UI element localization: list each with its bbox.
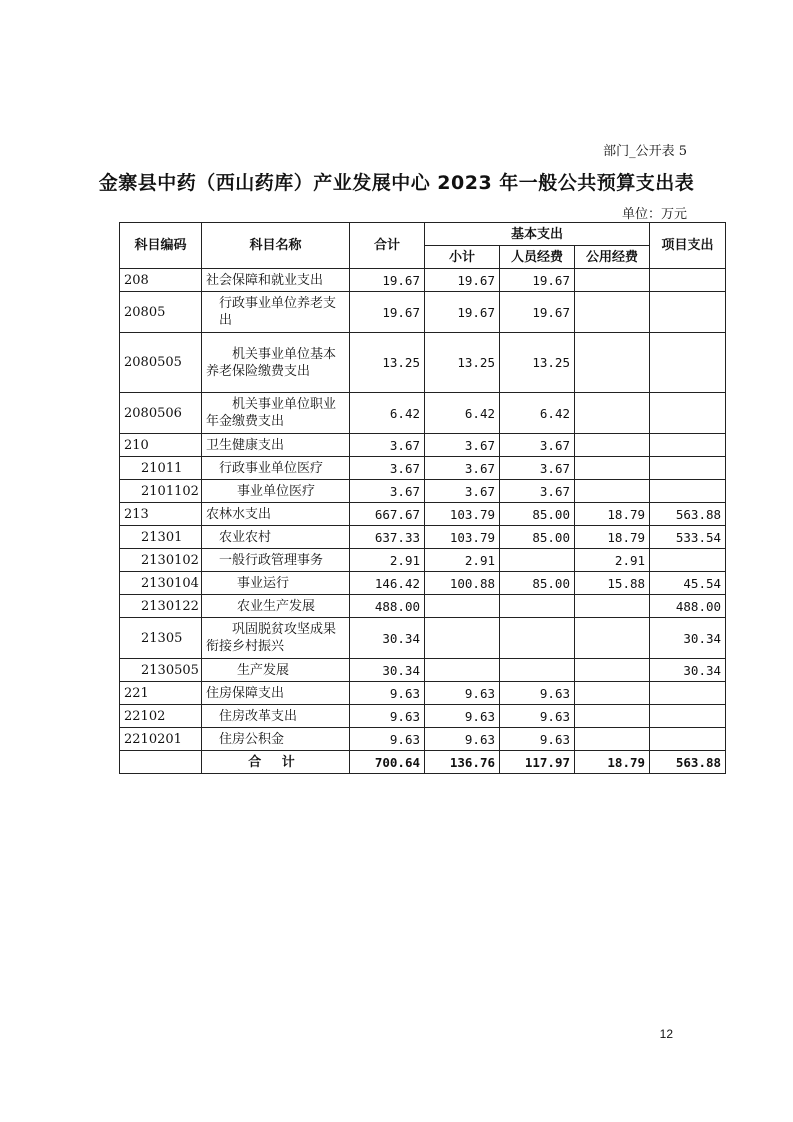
cell-subtotal <box>425 618 500 659</box>
cell-name: 农林水支出 <box>202 503 350 526</box>
cell-total: 19.67 <box>350 292 425 333</box>
cell-total: 637.33 <box>350 526 425 549</box>
cell-total: 667.67 <box>350 503 425 526</box>
cell-code: 20805 <box>120 292 202 333</box>
table-row <box>120 333 726 393</box>
header-project: 项目支出 <box>650 223 726 269</box>
cell-code: 2210201 <box>120 728 202 751</box>
cell-project <box>650 269 726 292</box>
cell-project: 30.34 <box>650 618 726 659</box>
table-row <box>120 728 726 751</box>
cell-subtotal <box>425 659 500 682</box>
cell-code <box>120 751 202 774</box>
cell-project <box>650 549 726 572</box>
cell-project <box>650 434 726 457</box>
cell-code: 22102 <box>120 705 202 728</box>
header-basic: 基本支出 <box>425 223 650 246</box>
cell-code: 2101102 <box>120 480 202 503</box>
cell-project: 563.88 <box>650 751 726 774</box>
cell-project: 30.34 <box>650 659 726 682</box>
cell-project: 488.00 <box>650 595 726 618</box>
cell-public <box>575 595 650 618</box>
cell-name: 事业运行 <box>202 572 350 595</box>
cell-public: 18.79 <box>575 751 650 774</box>
table-row <box>120 526 726 549</box>
cell-name: 生产发展 <box>202 659 350 682</box>
cell-personnel: 3.67 <box>500 457 575 480</box>
cell-code: 2130122 <box>120 595 202 618</box>
cell-project <box>650 333 726 393</box>
cell-subtotal: 9.63 <box>425 728 500 751</box>
cell-subtotal: 3.67 <box>425 434 500 457</box>
cell-subtotal: 13.25 <box>425 333 500 393</box>
cell-code: 21011 <box>120 457 202 480</box>
cell-total: 3.67 <box>350 457 425 480</box>
cell-name: 机关事业单位基本养老保险缴费支出 <box>202 333 350 393</box>
cell-subtotal: 2.91 <box>425 549 500 572</box>
cell-public <box>575 434 650 457</box>
cell-name: 巩固脱贫攻坚成果衔接乡村振兴 <box>202 618 350 659</box>
cell-public <box>575 480 650 503</box>
cell-personnel: 9.63 <box>500 705 575 728</box>
cell-public <box>575 333 650 393</box>
cell-subtotal: 3.67 <box>425 457 500 480</box>
cell-total: 30.34 <box>350 618 425 659</box>
cell-personnel: 19.67 <box>500 292 575 333</box>
cell-subtotal: 103.79 <box>425 503 500 526</box>
cell-project: 533.54 <box>650 526 726 549</box>
cell-total: 3.67 <box>350 480 425 503</box>
cell-code: 2130505 <box>120 659 202 682</box>
cell-subtotal: 3.67 <box>425 480 500 503</box>
cell-public <box>575 618 650 659</box>
cell-total: 700.64 <box>350 751 425 774</box>
cell-public: 2.91 <box>575 549 650 572</box>
cell-code: 208 <box>120 269 202 292</box>
cell-project: 563.88 <box>650 503 726 526</box>
cell-subtotal: 103.79 <box>425 526 500 549</box>
cell-personnel: 85.00 <box>500 572 575 595</box>
cell-name: 一般行政管理事务 <box>202 549 350 572</box>
cell-name: 住房保障支出 <box>202 682 350 705</box>
cell-subtotal: 9.63 <box>425 682 500 705</box>
header-total: 合计 <box>350 223 425 269</box>
cell-name: 农业生产发展 <box>202 595 350 618</box>
budget-table <box>119 222 726 774</box>
table-row <box>120 457 726 480</box>
table-row <box>120 434 726 457</box>
cell-subtotal: 100.88 <box>425 572 500 595</box>
cell-total: 3.67 <box>350 434 425 457</box>
cell-total: 488.00 <box>350 595 425 618</box>
cell-code: 2080505 <box>120 333 202 393</box>
cell-name: 行政事业单位医疗 <box>202 457 350 480</box>
cell-code: 21301 <box>120 526 202 549</box>
cell-personnel: 117.97 <box>500 751 575 774</box>
cell-subtotal: 19.67 <box>425 292 500 333</box>
cell-personnel: 6.42 <box>500 393 575 434</box>
cell-personnel: 9.63 <box>500 682 575 705</box>
cell-total: 146.42 <box>350 572 425 595</box>
cell-total: 9.63 <box>350 728 425 751</box>
header-subtotal: 小计 <box>425 246 500 269</box>
unit-label: 单位：万元 <box>621 207 687 222</box>
header-public: 公用经费 <box>575 246 650 269</box>
cell-personnel: 9.63 <box>500 728 575 751</box>
table-row <box>120 480 726 503</box>
cell-total: 9.63 <box>350 682 425 705</box>
total-label: 合 计 <box>202 751 350 774</box>
cell-public <box>575 659 650 682</box>
cell-project: 45.54 <box>650 572 726 595</box>
cell-total: 13.25 <box>350 333 425 393</box>
cell-public <box>575 269 650 292</box>
cell-project <box>650 480 726 503</box>
cell-name: 事业单位医疗 <box>202 480 350 503</box>
cell-personnel <box>500 618 575 659</box>
cell-public <box>575 393 650 434</box>
cell-name: 社会保障和就业支出 <box>202 269 350 292</box>
cell-name: 住房改革支出 <box>202 705 350 728</box>
header-name: 科目名称 <box>202 223 350 269</box>
table-row <box>120 292 726 333</box>
table-row <box>120 269 726 292</box>
cell-project <box>650 457 726 480</box>
cell-total: 30.34 <box>350 659 425 682</box>
header-row-top <box>120 223 726 246</box>
cell-personnel: 85.00 <box>500 503 575 526</box>
cell-public <box>575 292 650 333</box>
header-personnel: 人员经费 <box>500 246 575 269</box>
cell-project <box>650 682 726 705</box>
cell-subtotal: 6.42 <box>425 393 500 434</box>
cell-public <box>575 457 650 480</box>
cell-total: 9.63 <box>350 705 425 728</box>
cell-project <box>650 728 726 751</box>
table-row <box>120 572 726 595</box>
cell-name: 住房公积金 <box>202 728 350 751</box>
cell-code: 210 <box>120 434 202 457</box>
cell-personnel <box>500 595 575 618</box>
table-row <box>120 682 726 705</box>
cell-name: 机关事业单位职业年金缴费支出 <box>202 393 350 434</box>
form-label: 部门_公开表 5 <box>603 144 687 159</box>
table-row <box>120 595 726 618</box>
table-row <box>120 618 726 659</box>
cell-project <box>650 393 726 434</box>
page-number: 12 <box>659 1027 673 1041</box>
cell-personnel <box>500 659 575 682</box>
cell-code: 2130104 <box>120 572 202 595</box>
cell-personnel: 3.67 <box>500 434 575 457</box>
cell-personnel: 3.67 <box>500 480 575 503</box>
table-row <box>120 549 726 572</box>
cell-subtotal <box>425 595 500 618</box>
cell-code: 2080506 <box>120 393 202 434</box>
cell-code: 2130102 <box>120 549 202 572</box>
cell-name: 农业农村 <box>202 526 350 549</box>
cell-total: 19.67 <box>350 269 425 292</box>
cell-public <box>575 728 650 751</box>
page-title: 金寨县中药（西山药库）产业发展中心 2023 年一般公共预算支出表 <box>98 172 695 194</box>
cell-code: 21305 <box>120 618 202 659</box>
cell-name: 行政事业单位养老支出 <box>202 292 350 333</box>
table-row <box>120 705 726 728</box>
total-row <box>120 751 726 774</box>
cell-public: 18.79 <box>575 503 650 526</box>
table-row <box>120 393 726 434</box>
cell-total: 2.91 <box>350 549 425 572</box>
cell-subtotal: 19.67 <box>425 269 500 292</box>
cell-personnel: 85.00 <box>500 526 575 549</box>
cell-subtotal: 9.63 <box>425 705 500 728</box>
cell-code: 221 <box>120 682 202 705</box>
table-row <box>120 503 726 526</box>
cell-code: 213 <box>120 503 202 526</box>
cell-public <box>575 682 650 705</box>
cell-public: 15.88 <box>575 572 650 595</box>
cell-name: 卫生健康支出 <box>202 434 350 457</box>
cell-personnel: 19.67 <box>500 269 575 292</box>
cell-personnel <box>500 549 575 572</box>
cell-public <box>575 705 650 728</box>
cell-personnel: 13.25 <box>500 333 575 393</box>
cell-total: 6.42 <box>350 393 425 434</box>
cell-project <box>650 292 726 333</box>
table-row <box>120 659 726 682</box>
cell-subtotal: 136.76 <box>425 751 500 774</box>
cell-public: 18.79 <box>575 526 650 549</box>
header-code: 科目编码 <box>120 223 202 269</box>
cell-project <box>650 705 726 728</box>
